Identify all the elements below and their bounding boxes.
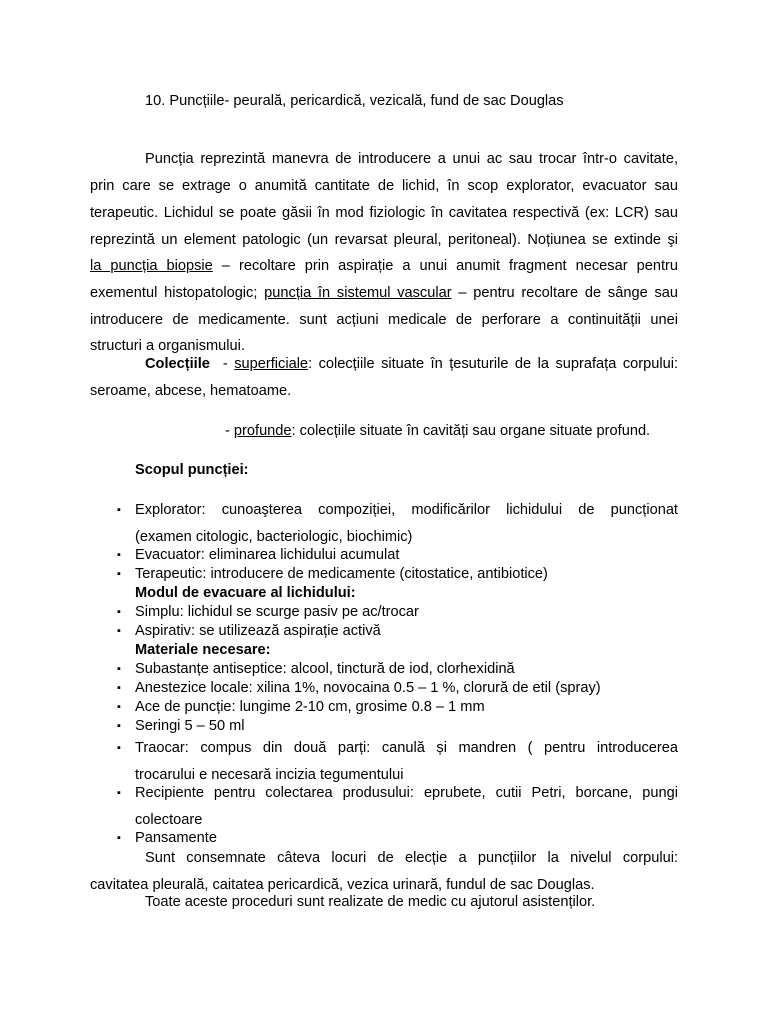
bullet-marker: ▪ (117, 682, 121, 694)
materiale-antiseptice: Subastanțe antiseptice: alcool, tinctură de iod, clorhexidină (135, 661, 515, 677)
materiale-anestezice: Anestezice locale: xilina 1%, novocaina 0.5 – 1 %, clorură de etil (spray) (135, 680, 601, 696)
intro-line-5 (90, 258, 678, 274)
bullet-marker: ▪ (117, 606, 121, 618)
materiale-recipiente-line-1: Recipiente pentru colectarea produsului: eprubete, cutii Petri, borcane, pungi (135, 785, 678, 801)
section-heading: 10. Puncțiile- peurală, pericardică, vezicală, fund de sac Douglas (145, 93, 564, 109)
intro-line-3: terapeutic. Lichidul se poate găsii în mod fiziologic în cavitatea respectivă (ex: LCR) sau (90, 205, 678, 221)
bullet-marker: ▪ (117, 742, 121, 754)
intro-line-4: reprezintă un element patologic (un revarsat pleural, peritoneal). Noțiunea se extinde şi (90, 232, 678, 248)
intro-line-6 (90, 285, 678, 301)
modul-aspirativ: Aspirativ: se utilizează aspirație activă (135, 623, 381, 639)
modul-title: Modul de evacuare al lichidului: (135, 585, 356, 601)
bullet-marker: ▪ (117, 549, 121, 561)
bullet-marker: ▪ (117, 787, 121, 799)
bullet-marker: ▪ (117, 568, 121, 580)
modul-simplu: Simplu: lichidul se scurge pasiv pe ac/trocar (135, 604, 419, 620)
bullet-marker: ▪ (117, 663, 121, 675)
profunde-link-text: profunde (233, 423, 292, 439)
superficiale-rest: : colecțiile situate în țesuturile de la suprafața corpului: (308, 356, 678, 372)
bullet-marker: ▪ (117, 625, 121, 637)
intro-line-8: structuri a organismului. (90, 338, 245, 354)
scop-explorator-line-2: (examen citologic, bacteriologic, biochimic) (135, 529, 413, 545)
materiale-traocar-line-2: trocarului e necesară incizia tegumentului (135, 767, 404, 783)
scop-explorator-line-1: Explorator: cunoaşterea compoziției, modificărilor lichidului de puncționat (135, 502, 678, 518)
intro-line-2: prin care se extrage o anumită cantitate de lichid, în scop explorator, evacuator sau (90, 178, 678, 194)
concluzie-line-3: Toate aceste proceduri sunt realizate de medic cu ajutorul asistenților. (145, 894, 596, 910)
scop-terapeutic: Terapeutic: introducere de medicamente (citostatice, antibiotice) (135, 566, 548, 582)
superficiale-link-text: superficiale (234, 356, 309, 372)
profunde-rest: : colecțiile situate în cavități sau organe situate profund. (291, 423, 651, 439)
intro-line-6-start: exementul histopatologic; (90, 285, 265, 301)
biopsie-link-text: la puncția biopsie (90, 258, 213, 274)
intro-line-5-rest: – recoltare prin aspirație a unui anumit fragment necesar pentru (212, 258, 678, 274)
bullet-marker: ▪ (117, 701, 121, 713)
intro-line-1: Puncția reprezintă manevra de introducere a unui ac sau trocar într-o cavitate, (145, 151, 678, 167)
intro-line-6-rest: – pentru recoltare de sânge sau (451, 285, 678, 301)
materiale-recipiente-line-2: colectoare (135, 812, 203, 828)
scop-evacuator: Evacuator: eliminarea lichidului acumulat (135, 547, 400, 563)
intro-line-7: introducere de medicamente. sunt acțiuni medicale de perforare a continuității unei (90, 312, 678, 328)
materiale-pansamente: Pansamente (135, 830, 217, 846)
bullet-marker: ▪ (117, 832, 121, 844)
colectii-line-2: seroame, abcese, hematoame. (90, 383, 292, 399)
bullet-marker: ▪ (117, 504, 121, 516)
materiale-ace: Ace de puncție: lungime 2-10 cm, grosime 0.8 – 1 mm (135, 699, 485, 715)
colectii-dash-2: - (225, 423, 234, 439)
colectii-dash-1: - (209, 356, 235, 372)
scop-title: Scopul puncției: (135, 462, 249, 478)
vascular-link-text: puncția în sistemul vascular (264, 285, 452, 301)
colectii-line-1 (145, 356, 678, 372)
colectii-profunde-line (225, 423, 650, 439)
concluzie-line-1: Sunt consemnate câteva locuri de elecție a puncțiilor la nivelul corpului: (145, 850, 678, 866)
concluzie-line-2: cavitatea pleurală, caitatea pericardică, vezica urinară, fundul de sac Douglas. (90, 877, 595, 893)
materiale-title: Materiale necesare: (135, 642, 271, 658)
materiale-traocar-line-1: Traocar: compus din două parți: canulă și mandren ( pentru introducerea (135, 740, 678, 756)
colectii-label: Colecțiile (145, 356, 210, 372)
materiale-seringi: Seringi 5 – 50 ml (135, 718, 245, 734)
bullet-marker: ▪ (117, 720, 121, 732)
